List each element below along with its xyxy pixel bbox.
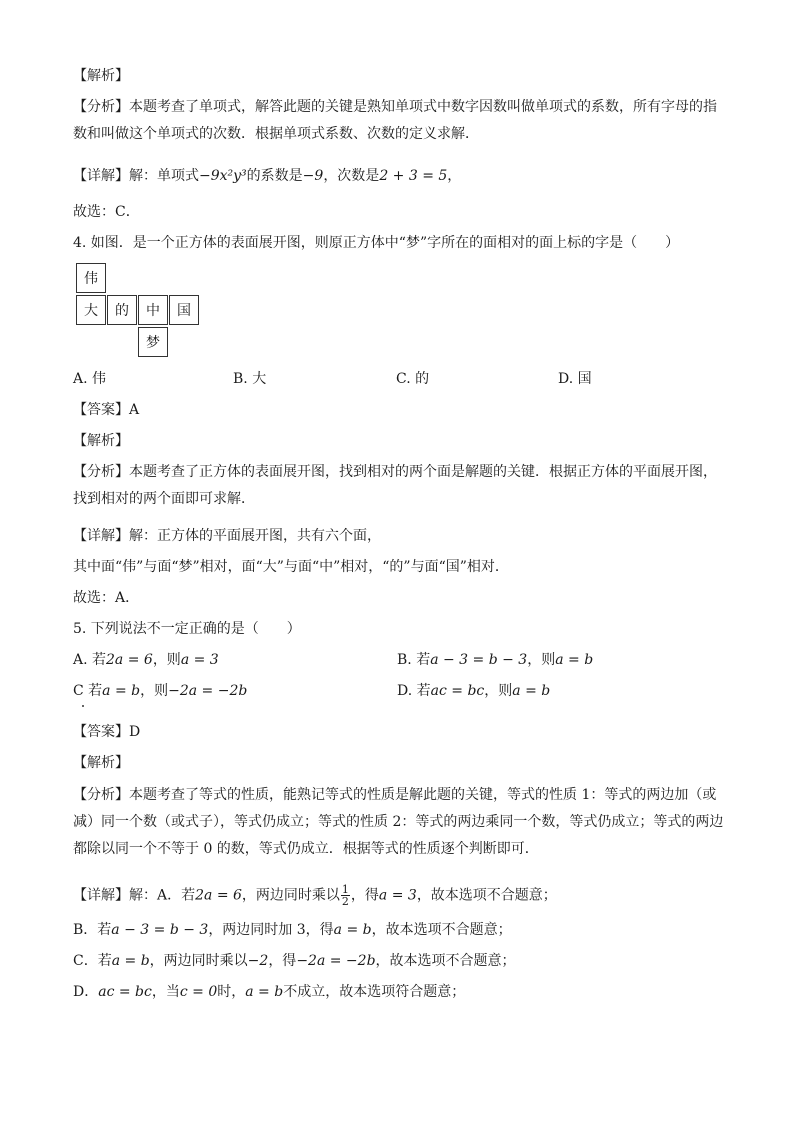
q5-da-mid2: ，得: [350, 887, 379, 904]
q4-option-b: B. 大: [233, 371, 267, 387]
q5-a-expr2: a = 3: [180, 652, 219, 668]
q5-d-mid: ，则: [484, 683, 513, 699]
q5-db-pre: B．若: [73, 922, 112, 938]
q5-dc-pre: C．若: [73, 953, 112, 969]
net-cell-de: 的: [107, 295, 137, 325]
q5-jiexi-heading: 【解析】: [73, 755, 129, 771]
q5-a-mid: ，则: [152, 652, 181, 668]
q4-option-a: A. 伟: [73, 371, 107, 387]
q3-analysis: 【分析】本题考查了单项式，解答此题的关键是熟知单项式中数字因数叫做单项式的系数，所有字母的指数和叫做这个单项式的次数．根据单项式系数、次数的定义求解．: [73, 99, 717, 142]
q4-option-c: C. 的: [396, 371, 430, 387]
q5-a-expr1: 2a = 6: [106, 652, 153, 668]
net-cell-da: 大: [76, 295, 106, 325]
q4-jiexi-heading: 【解析】: [73, 433, 129, 449]
q5-c-expr2: −2a = −2b: [168, 683, 248, 699]
q5-option-b: [397, 651, 593, 669]
q5-dc-k: −2: [247, 953, 269, 969]
q5-b-pre: B. 若: [397, 652, 431, 668]
q5-detail-a: [73, 884, 557, 907]
q5-c-mid: ，则: [140, 683, 169, 699]
q4-option-d: D. 国: [558, 371, 592, 387]
q3-jiexi-heading: 【解析】: [73, 68, 129, 84]
q4-answer-choice: 故选：A．: [73, 590, 140, 606]
q5-dc-expr: a = b: [111, 953, 150, 969]
q3-detail: [73, 167, 461, 185]
q5-da-pre: 【详解】解：A．若: [73, 887, 196, 904]
q5-b-mid: ，则: [527, 652, 556, 668]
q5-da-mid: ，两边同时乘以: [241, 887, 340, 904]
q5-d-expr1: ac = bc: [430, 683, 485, 699]
q5-b-expr1: a − 3 = b − 3: [430, 652, 528, 668]
q5-dd-mid: ，当: [151, 984, 180, 1000]
q5-analysis: 【分析】本题考查了等式的性质，能熟记等式的性质是解此题的关键，等式的性质 1：等式的两边加（或减）同一个数（或式子），等式仍成立；等式的性质 2：等式的两边乘同一个数，等式仍成立；等式的两边都除以同一个不等于 0 的数，等式仍成立．根据等式的性质逐个判断即可．: [73, 787, 724, 857]
q5-db-end: ，故本选项不合题意；: [371, 922, 512, 938]
q5-db-expr2: a = b: [333, 922, 372, 938]
q5-c-expr1: a = b: [102, 683, 141, 699]
q4-analysis: 【分析】本题考查了正方体的表面展开图，找到相对的两个面是解题的关键．根据正方体的平面展开图，找到相对的两个面即可求解．: [73, 464, 717, 507]
q5-detail-c: [73, 952, 516, 970]
q5-detail-b: [73, 921, 512, 939]
fraction-numerator: 1: [341, 883, 349, 896]
q5-d-pre: D. 若: [397, 683, 431, 699]
q5-dd-expr2: a = b: [245, 984, 284, 1000]
q5-db-expr: a − 3 = b − 3: [111, 922, 209, 938]
q5-da-end: ，故本选项不合题意；: [416, 887, 557, 904]
q4-stem: 4. 如图．是一个正方体的表面展开图，则原正方体中“梦”字所在的面相对的面上标的字是（ ）: [73, 235, 680, 251]
q3-answer-choice: 故选：C．: [73, 204, 140, 220]
q5-b-expr2: a = b: [555, 652, 594, 668]
q5-da-expr2: a = 3: [378, 887, 417, 904]
q5-option-c: [73, 682, 247, 700]
net-cell-wei: 伟: [76, 263, 106, 293]
q5-dc-expr2: −2a = −2b: [296, 953, 376, 969]
net-cell-zhong: 中: [138, 295, 168, 325]
q5-da-expr: 2a = 6: [195, 887, 242, 904]
q5-dd-expr: ac = bc: [98, 984, 152, 1000]
q5-c-pre: C 若: [73, 683, 103, 699]
q5-answer: 【答案】D: [73, 724, 141, 740]
q5-dc-mid2: ，得: [268, 953, 297, 969]
q5-db-mid: ，两边同时加 3，得: [208, 922, 334, 938]
q5-dd-cond: c = 0: [179, 984, 218, 1000]
q3-monomial: −9x²y³: [199, 168, 247, 184]
q3-detail-prefix: 【详解】解：单项式: [73, 168, 199, 184]
q5-detail-d: [73, 983, 465, 1001]
q5-dd-mid2: 时，: [217, 984, 246, 1000]
q5-option-d: [397, 682, 550, 700]
q5-dc-mid: ，两边同时乘以: [149, 953, 248, 969]
q5-d-expr2: a = b: [512, 683, 551, 699]
q5-a-pre: A. 若: [73, 652, 107, 668]
q3-detail-mid2: ，次数是: [323, 168, 380, 184]
q4-answer: 【答案】A: [73, 402, 140, 418]
q5-dd-end: 不成立，故本选项符合题意；: [283, 984, 466, 1000]
q3-degree: 2 + 3 = 5: [379, 168, 448, 184]
fraction-denominator: 2: [341, 895, 349, 908]
one-half-fraction: [341, 884, 350, 907]
q3-coefficient: −9: [302, 168, 324, 184]
q5-stem: 5. 下列说法不一定正确的是（ ）: [73, 621, 301, 637]
q5-dc-end: ，故本选项不合题意；: [375, 953, 516, 969]
q4-detail2: 其中面“伟”与面“梦”相对，面“大”与面“中”相对，“的”与面“国”相对．: [73, 559, 509, 575]
q3-detail-end: ，: [447, 168, 462, 184]
net-cell-meng: 梦: [138, 327, 168, 357]
stray-dot: [82, 705, 84, 707]
q4-detail: 【详解】解：正方体的平面展开图，共有六个面，: [73, 528, 381, 544]
q3-detail-mid: 的系数是: [246, 168, 303, 184]
q5-dd-pre: D．: [73, 984, 99, 1000]
q5-option-a: [73, 651, 219, 669]
net-cell-guo: 国: [169, 295, 199, 325]
